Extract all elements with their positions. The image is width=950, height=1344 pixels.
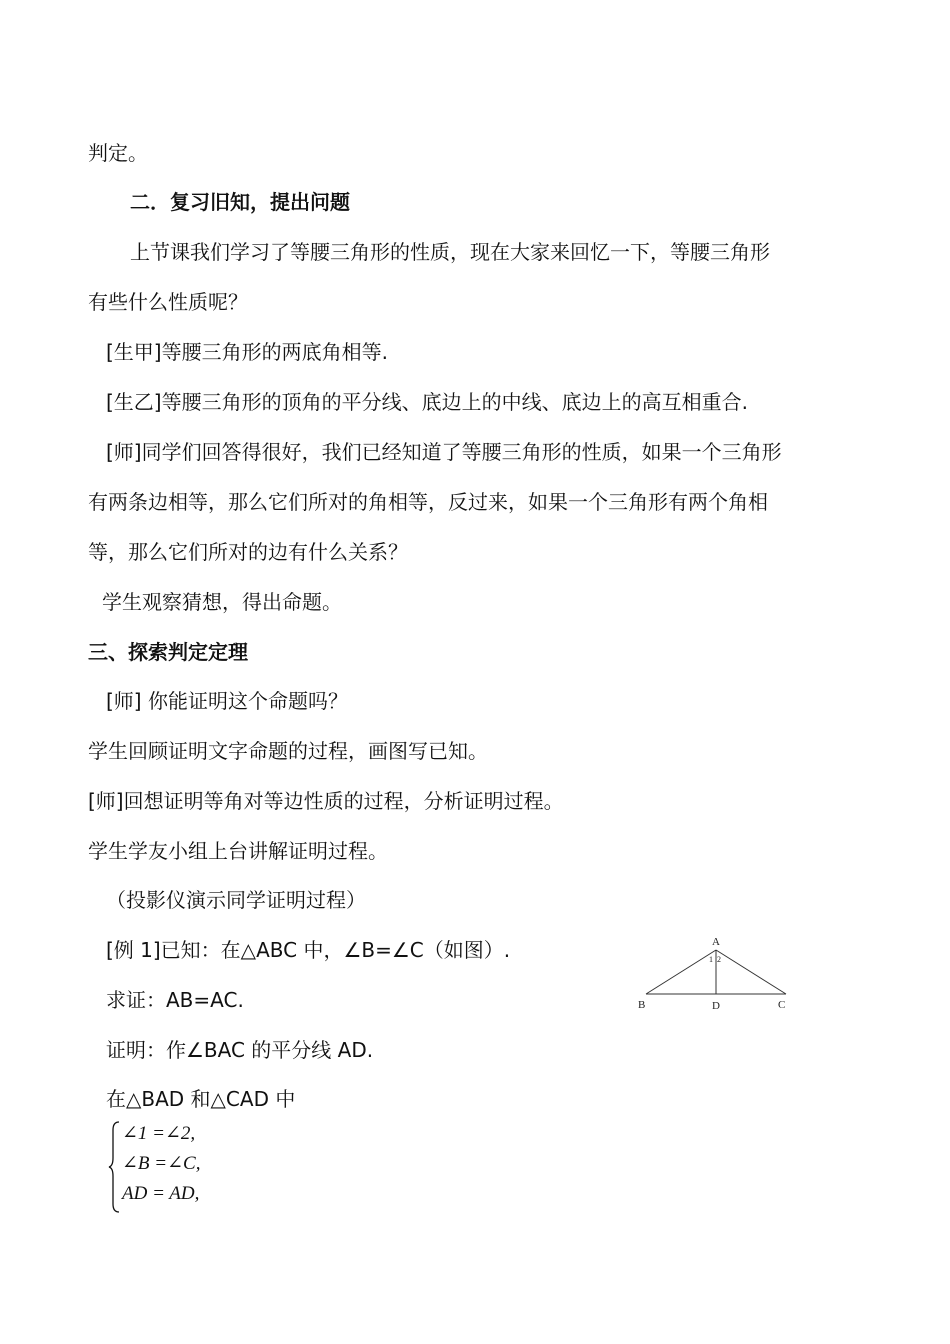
left-brace-icon [108,1120,122,1214]
paragraph-intro-line1: 上节课我们学习了等腰三角形的性质，现在大家来回忆一下，等腰三角形 [130,240,770,264]
angle-label-2: 2 [717,955,721,964]
student-b-answer: [生乙]等腰三角形的顶角的平分线、底边上的中线、底边上的高互相重合. [106,390,748,414]
angle-label-1: 1 [709,955,713,964]
label-d: D [712,1000,720,1012]
student-review: 学生回顾证明文字命题的过程，画图写已知。 [88,739,488,763]
paragraph-intro-line2: 有些什么性质呢？ [88,290,248,314]
student-conjecture: 学生观察猜想，得出命题。 [102,590,342,614]
projector-note: （投影仪演示同学证明过程） [106,888,366,912]
proof-step-bisector: 证明：作∠BAC 的平分线 AD. [106,1038,374,1062]
proof-step-triangles: 在△BAD 和△CAD 中 [106,1087,296,1111]
teacher-analysis: [师]回想证明等角对等边性质的过程，分析证明过程。 [88,789,564,813]
teacher-remark-line1: [师]同学们回答得很好，我们已经知道了等腰三角形的性质，如果一个三角形 [106,440,782,464]
condition-angle12: ∠1 =∠2, [122,1123,196,1144]
equation-system [108,1120,248,1214]
paragraph-continuation: 判定。 [88,141,148,165]
student-explain: 学生学友小组上台讲解证明过程。 [88,839,388,863]
student-a-answer: [生甲]等腰三角形的两底角相等. [106,340,388,364]
section-heading-explore: 三、探索判定定理 [88,640,248,664]
example-given: [例 1]已知：在△ABC 中，∠B=∠C（如图）. [106,938,511,962]
label-a: A [712,936,720,948]
example-prove: 求证：AB=AC. [106,988,244,1012]
teacher-remark-line3: 等，那么它们所对的边有什么关系？ [88,540,408,564]
side-ab [646,950,716,994]
triangle-figure [628,930,798,1016]
teacher-question: [师] 你能证明这个命题吗？ [106,689,348,713]
side-ac [716,950,786,994]
section-heading-review: 二．复习旧知，提出问题 [130,190,350,214]
label-b: B [638,999,646,1011]
condition-side-AD: AD = AD, [122,1183,200,1204]
label-c: C [778,999,786,1011]
teacher-remark-line2: 有两条边相等，那么它们所对的角相等，反过来，如果一个三角形有两个角相 [88,490,768,514]
condition-angleBC: ∠B =∠C, [122,1153,201,1174]
